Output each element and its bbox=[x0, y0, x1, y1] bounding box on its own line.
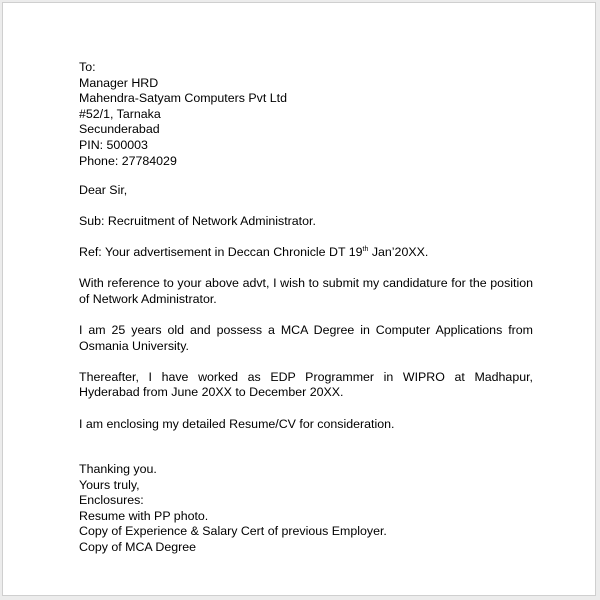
recipient-address-block bbox=[79, 60, 533, 169]
reference-prefix: Ref: Your advertisement in Deccan Chronicle DT 19 bbox=[79, 245, 363, 260]
enclosure-item: Copy of MCA Degree bbox=[79, 540, 197, 555]
closing-block bbox=[79, 462, 533, 556]
paragraph-qualification: I am 25 years old and possess a MCA Degree in Computer Applications from Osmania University. bbox=[79, 323, 533, 353]
recipient-company: Mahendra-Satyam Computers Pvt Ltd bbox=[79, 91, 287, 106]
reference-superscript: th bbox=[362, 246, 369, 254]
recipient-city: Secunderabad bbox=[79, 122, 160, 137]
recipient-name: Manager HRD bbox=[79, 75, 159, 90]
recipient-street: #52/1, Tarnaka bbox=[79, 106, 161, 121]
enclosures-label: Enclosures: bbox=[79, 493, 144, 508]
closing-yours: Yours truly, bbox=[79, 477, 140, 492]
reference-line bbox=[79, 245, 533, 261]
paragraph-candidature: With reference to your above advt, I wish to submit my candidature for the position of Network Administrator. bbox=[79, 276, 533, 307]
recipient-pin: PIN: 500003 bbox=[79, 137, 148, 152]
recipient-phone: Phone: 27784029 bbox=[79, 153, 177, 168]
subject-line: Sub: Recruitment of Network Administrator. bbox=[79, 214, 316, 229]
address-to-label: To: bbox=[79, 60, 96, 74]
enclosure-item: Resume with PP photo. bbox=[79, 508, 209, 523]
salutation: Dear Sir, bbox=[79, 183, 128, 198]
closing-thanks: Thanking you. bbox=[79, 462, 157, 477]
letter-page bbox=[2, 2, 596, 596]
reference-suffix: Jan’20XX. bbox=[368, 245, 429, 260]
cover-letter-body bbox=[79, 60, 533, 556]
enclosure-item: Copy of Experience & Salary Cert of previous Employer. bbox=[79, 524, 387, 539]
paragraph-enclosing: I am enclosing my detailed Resume/CV for consideration. bbox=[79, 416, 395, 431]
paragraph-experience: Thereafter, I have worked as EDP Programmer in WIPRO at Madhapur, Hyderabad from June 20XX to December 20XX. bbox=[79, 369, 533, 400]
